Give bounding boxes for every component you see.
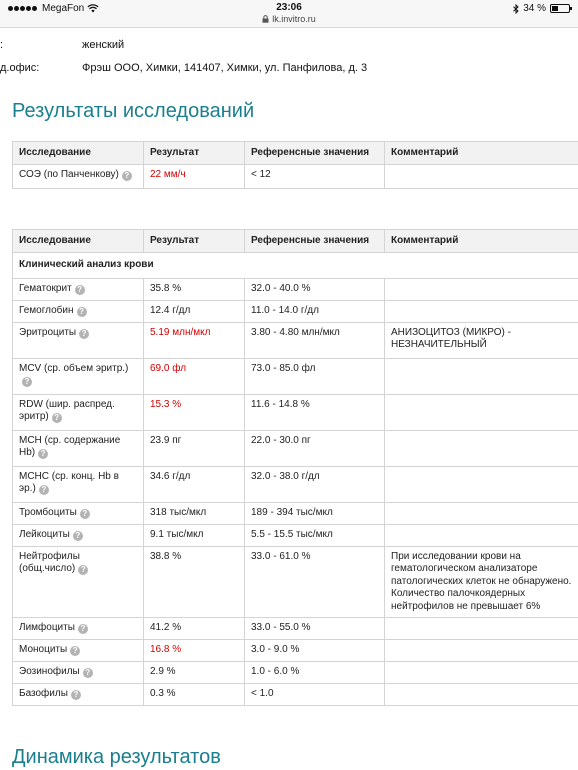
table-row: [13, 662, 578, 684]
help-icon[interactable]: ?: [77, 307, 87, 317]
table-row: [13, 524, 578, 546]
reference-cell: 189 - 394 тыс/мкл: [245, 502, 385, 524]
info-value: Фрэш ООО, Химки, 141407, Химки, ул. Панфилова, д. 3: [82, 62, 368, 74]
column-header: Референсные значения: [245, 142, 385, 165]
table-row: [13, 394, 578, 430]
reference-cell: 32.0 - 38.0 г/дл: [245, 466, 385, 502]
comment-cell: [385, 278, 578, 300]
result-cell: 318 тыс/мкл: [144, 502, 245, 524]
battery-fill: [552, 6, 558, 11]
result-cell: 35.8 %: [144, 278, 245, 300]
result-cell: 9.1 тыс/мкл: [144, 524, 245, 546]
battery-area: [513, 3, 570, 14]
reference-cell: 22.0 - 30.0 пг: [245, 430, 385, 466]
result-cell: 12.4 г/дл: [144, 300, 245, 322]
result-cell: 15.3 %: [144, 394, 245, 430]
info-label: д.офис:: [0, 62, 40, 74]
test-name-cell: [13, 278, 144, 300]
reference-cell: 33.0 - 61.0 %: [245, 546, 385, 618]
table-row: [13, 358, 578, 394]
table-row: [13, 278, 578, 300]
info-label: :: [0, 39, 4, 51]
table-row: [13, 165, 578, 189]
table-row: [13, 300, 578, 322]
comment-cell: [385, 502, 578, 524]
column-header: Исследование: [13, 142, 144, 165]
status-bar: [0, 0, 578, 28]
test-name: Гематокрит: [19, 282, 72, 294]
info-value: женский: [82, 39, 125, 51]
result-cell: 22 мм/ч: [144, 165, 245, 189]
results-table-blood: [12, 229, 578, 706]
table-row: [13, 322, 578, 358]
result-cell: 38.8 %: [144, 546, 245, 618]
reference-cell: < 1.0: [245, 684, 385, 706]
test-name-cell: [13, 502, 144, 524]
comment-cell: [385, 640, 578, 662]
result-cell: 23.9 пг: [144, 430, 245, 466]
comment-cell: АНИЗОЦИТОЗ (МИКРО) - НЕЗНАЧИТЕЛЬНЫЙ: [385, 322, 578, 358]
reference-cell: 3.0 - 9.0 %: [245, 640, 385, 662]
reference-cell: 1.0 - 6.0 %: [245, 662, 385, 684]
battery-percent: 34 %: [523, 3, 546, 14]
comment-cell: [385, 430, 578, 466]
group-row: [13, 253, 578, 279]
column-header: Результат: [144, 142, 245, 165]
test-name: Гемоглобин: [19, 304, 74, 316]
test-name: Лейкоциты: [19, 528, 70, 540]
test-name: СОЭ (по Панченкову): [19, 169, 119, 180]
address-bar[interactable]: [0, 14, 578, 24]
test-name-cell: [13, 546, 144, 618]
comment-cell: [385, 394, 578, 430]
column-header: Результат: [144, 230, 245, 253]
test-name-cell: [13, 662, 144, 684]
test-name-cell: [13, 640, 144, 662]
reference-cell: 11.0 - 14.0 г/дл: [245, 300, 385, 322]
test-name: Базофилы: [19, 688, 68, 699]
table-row: [13, 502, 578, 524]
comment-cell: [385, 466, 578, 502]
test-name: Эозинофилы: [19, 666, 80, 677]
comment-cell: [385, 358, 578, 394]
comment-cell: [385, 618, 578, 640]
help-icon[interactable]: ?: [71, 690, 81, 700]
test-name-cell: [13, 618, 144, 640]
help-icon[interactable]: ?: [38, 449, 48, 459]
comment-cell: [385, 300, 578, 322]
help-icon[interactable]: ?: [52, 413, 62, 423]
clock: 23:06: [276, 2, 302, 13]
test-name-cell: [13, 394, 144, 430]
test-name-cell: [13, 430, 144, 466]
result-cell: 41.2 %: [144, 618, 245, 640]
test-name: Моноциты: [19, 644, 68, 655]
page-url: lk.invitro.ru: [272, 14, 316, 24]
test-name-cell: [13, 684, 144, 706]
reference-cell: 33.0 - 55.0 %: [245, 618, 385, 640]
test-name: MCHC (ср. конц. Hb в эр.): [19, 470, 119, 494]
comment-cell: При исследовании крови на гематологическом анализаторе патологических клеток не обнаружено. Количество палочкоядерных нейтрофилов не превышает 6%: [385, 546, 578, 618]
lock-icon: [262, 15, 269, 23]
comment-cell: [385, 684, 578, 706]
help-icon[interactable]: ?: [122, 171, 132, 181]
results-table-esr: [12, 141, 578, 189]
test-name: Тромбоциты: [19, 506, 77, 518]
section-title: Результаты исследований: [12, 100, 255, 122]
column-header: Исследование: [13, 230, 144, 253]
result-cell: 5.19 млн/мкл: [144, 322, 245, 358]
table-row: [13, 684, 578, 706]
carrier-name: MegaFon: [42, 3, 85, 14]
help-icon[interactable]: ?: [75, 285, 85, 295]
help-icon[interactable]: ?: [79, 329, 89, 339]
reference-cell: 73.0 - 85.0 фл: [245, 358, 385, 394]
reference-cell: 3.80 - 4.80 млн/мкл: [245, 322, 385, 358]
table-row: [13, 640, 578, 662]
test-name-cell: [13, 358, 144, 394]
test-name: Эритроциты: [19, 326, 77, 338]
dynamics-title: Динамика результатов: [12, 746, 221, 768]
test-name-cell: [13, 466, 144, 502]
help-icon[interactable]: ?: [39, 485, 49, 495]
result-cell: 0.3 %: [144, 684, 245, 706]
bluetooth-icon: [513, 4, 519, 14]
help-icon[interactable]: ?: [80, 509, 90, 519]
table-row: [13, 466, 578, 502]
comment-cell: [385, 662, 578, 684]
test-name: MCH (ср. содержание Hb): [19, 434, 121, 458]
column-header: Комментарий: [385, 230, 578, 253]
column-header: Комментарий: [385, 142, 578, 165]
help-icon[interactable]: ?: [78, 624, 88, 634]
help-icon[interactable]: ?: [22, 377, 32, 387]
reference-cell: < 12: [245, 165, 385, 189]
result-cell: 2.9 %: [144, 662, 245, 684]
battery-icon: [550, 4, 570, 13]
help-icon[interactable]: ?: [70, 646, 80, 656]
comment-cell: [385, 524, 578, 546]
help-icon[interactable]: ?: [83, 668, 93, 678]
table-row: [13, 618, 578, 640]
comment-cell: [385, 165, 578, 189]
test-name: MCV (ср. объем эритр.): [19, 362, 129, 374]
help-icon[interactable]: ?: [73, 531, 83, 541]
reference-cell: 11.6 - 14.8 %: [245, 394, 385, 430]
test-name-cell: [13, 524, 144, 546]
group-title: Клинический анализ крови: [13, 253, 578, 279]
table-header-row: [13, 142, 578, 165]
table-row: [13, 430, 578, 466]
help-icon[interactable]: ?: [78, 565, 88, 575]
reference-cell: 5.5 - 15.5 тыс/мкл: [245, 524, 385, 546]
table-row: [13, 546, 578, 618]
test-name: RDW (шир. распред. эритр): [19, 398, 115, 422]
column-header: Референсные значения: [245, 230, 385, 253]
test-name: Нейтрофилы (общ.число): [19, 550, 80, 574]
test-name: Лимфоциты: [19, 622, 75, 633]
test-name-cell: [13, 300, 144, 322]
result-cell: 69.0 фл: [144, 358, 245, 394]
table-header-row: [13, 230, 578, 253]
test-name-cell: [13, 322, 144, 358]
test-name-cell: [13, 165, 144, 189]
result-cell: 34.6 г/дл: [144, 466, 245, 502]
result-cell: 16.8 %: [144, 640, 245, 662]
reference-cell: 32.0 - 40.0 %: [245, 278, 385, 300]
